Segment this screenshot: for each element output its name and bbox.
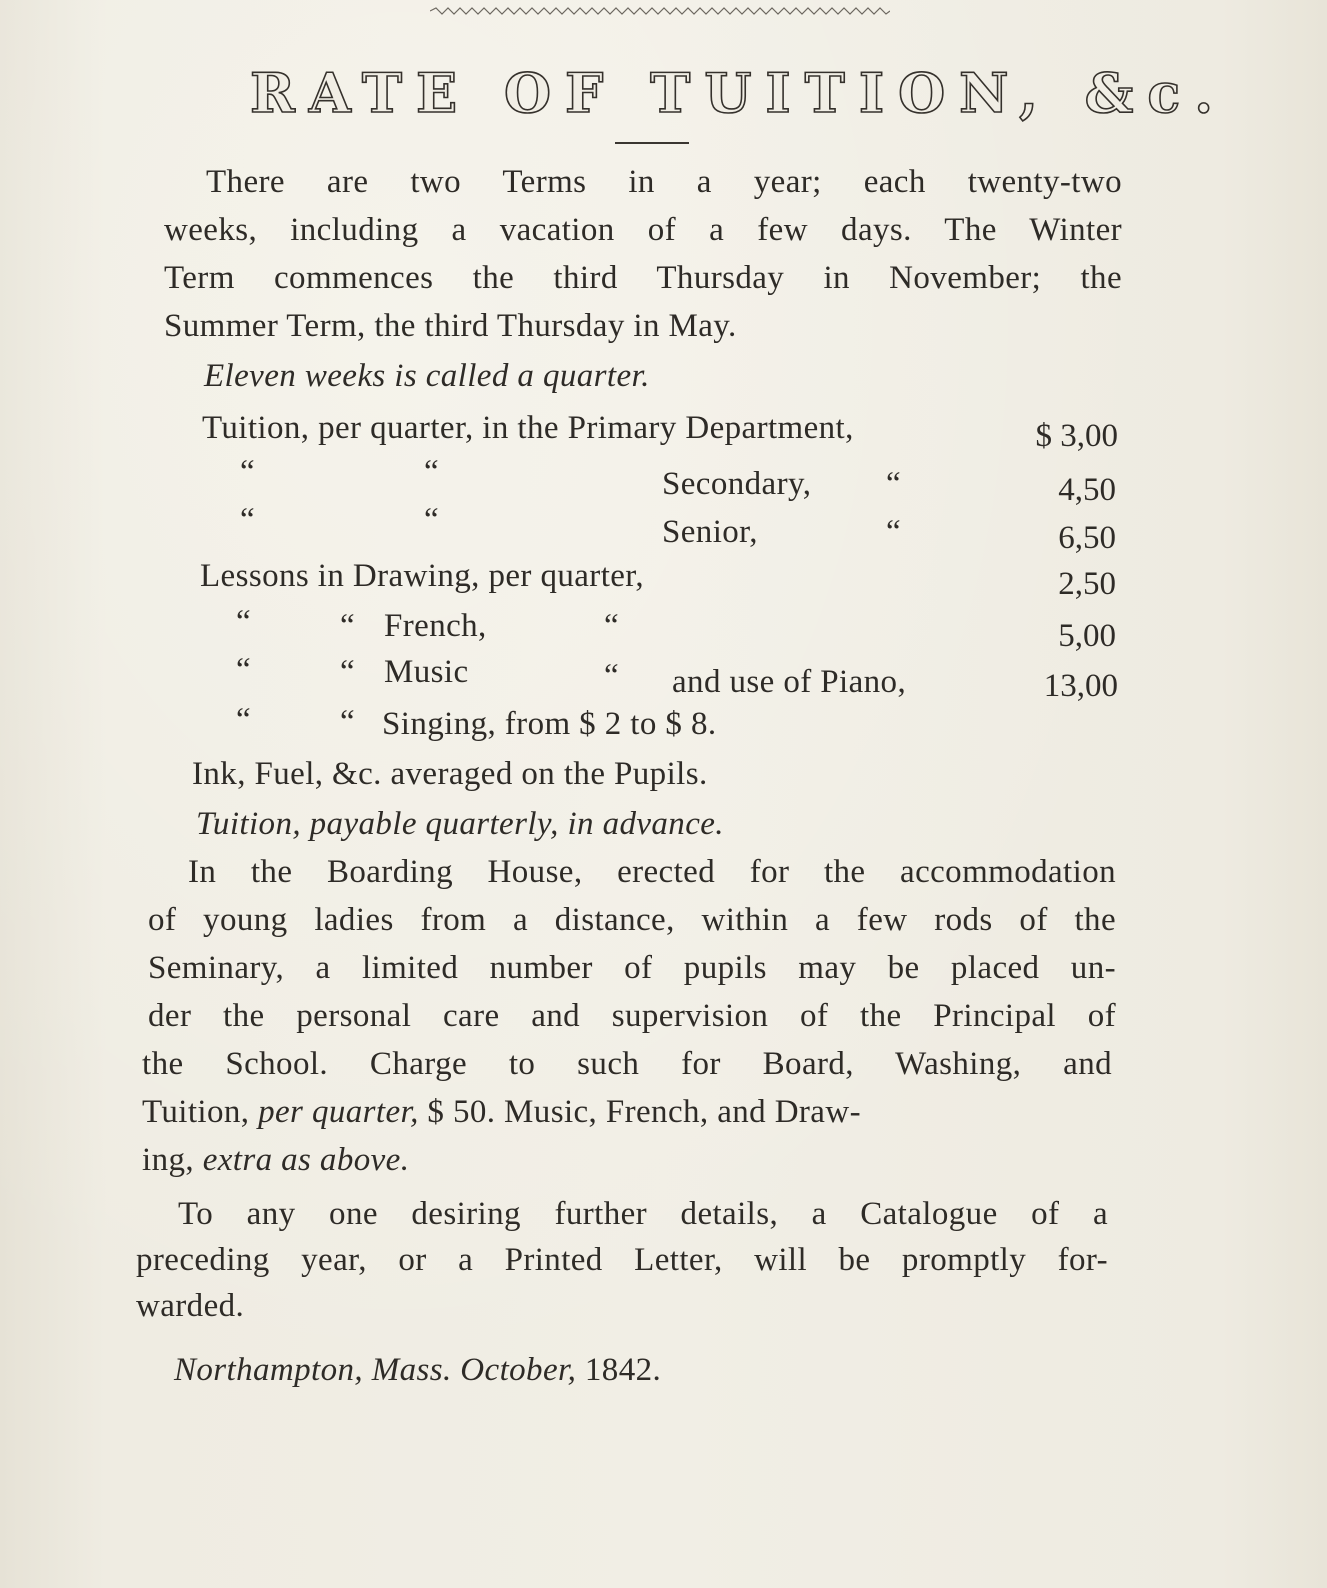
lessons-french-label: French, bbox=[384, 608, 487, 644]
lessons-music-extra: and use of Piano, bbox=[672, 664, 907, 700]
boarding-line-6-b: per quarter, bbox=[258, 1094, 419, 1130]
boarding-line-3: Seminary, a limited number of pupils may be placed un- bbox=[148, 950, 1116, 986]
boarding-line-2: of young ladies from a distance, within a few rods of the bbox=[148, 902, 1116, 938]
ditto-mark: “ bbox=[604, 608, 620, 644]
tuition-primary-label: Tuition, per quarter, in the Primary Department, bbox=[202, 410, 854, 446]
lessons-drawing-label: Lessons in Drawing, per quarter, bbox=[200, 558, 645, 594]
ink-fuel-note: Ink, Fuel, &c. averaged on the Pupils. bbox=[192, 756, 708, 792]
page-title: RATE OF TUITION, &c. bbox=[250, 61, 1228, 125]
tuition-secondary-amount: 4,50 bbox=[1058, 472, 1116, 508]
ditto-mark: “ bbox=[886, 466, 902, 502]
ditto-mark: “ bbox=[236, 652, 252, 688]
terms-line-4: Summer Term, the third Thursday in May. bbox=[164, 308, 737, 344]
signoff bbox=[174, 1348, 661, 1393]
boarding-line-7 bbox=[142, 1138, 409, 1183]
ditto-mark: “ bbox=[340, 654, 356, 690]
quarter-note: Eleven weeks is called a quarter. bbox=[204, 358, 650, 394]
tuition-senior-label: Senior, bbox=[662, 514, 758, 550]
ditto-mark: “ bbox=[886, 514, 902, 550]
lessons-singing-label: Singing, from $ 2 to $ 8. bbox=[382, 706, 717, 742]
boarding-line-1: In the Boarding House, erected for the accommodation bbox=[188, 854, 1116, 890]
ditto-mark: “ bbox=[424, 502, 440, 538]
tuition-senior-amount: 6,50 bbox=[1058, 520, 1116, 556]
lessons-drawing-amount: 2,50 bbox=[1058, 566, 1116, 602]
title-rule bbox=[615, 142, 689, 144]
boarding-line-5: the School. Charge to such for Board, Washing, and bbox=[142, 1046, 1112, 1082]
details-line-2: preceding year, or a Printed Letter, will be promptly for- bbox=[136, 1242, 1108, 1278]
ditto-mark: “ bbox=[240, 502, 256, 538]
lessons-french-amount: 5,00 bbox=[1058, 618, 1116, 654]
lessons-music-label: Music bbox=[384, 654, 469, 690]
terms-line-2: weeks, including a vacation of a few days. The Winter bbox=[164, 212, 1122, 248]
terms-line-1: There are two Terms in a year; each twenty-two bbox=[206, 164, 1122, 200]
boarding-line-7-b: extra as above. bbox=[202, 1142, 410, 1178]
terms-line-3: Term commences the third Thursday in November; the bbox=[164, 260, 1122, 296]
ditto-mark: “ bbox=[340, 608, 356, 644]
lessons-music-amount: 13,00 bbox=[1043, 668, 1118, 704]
ditto-mark: “ bbox=[236, 604, 252, 640]
boarding-line-4: der the personal care and supervision of the Principal of bbox=[148, 998, 1116, 1034]
ditto-mark: “ bbox=[340, 704, 356, 740]
ditto-mark: “ bbox=[424, 454, 440, 490]
boarding-line-6-c: $ 50. Music, French, and Draw- bbox=[427, 1094, 861, 1130]
details-line-1: To any one desiring further details, a Catalogue of a bbox=[178, 1196, 1108, 1232]
tuition-secondary-label: Secondary, bbox=[662, 466, 812, 502]
details-line-3: warded. bbox=[136, 1288, 245, 1324]
signoff-place: Northampton, Mass. October, bbox=[174, 1352, 577, 1388]
ditto-mark: “ bbox=[604, 658, 620, 694]
boarding-line-7-a: ing, bbox=[142, 1142, 195, 1178]
ditto-mark: “ bbox=[236, 702, 252, 738]
payable-note: Tuition, payable quarterly, in advance. bbox=[196, 806, 724, 842]
boarding-line-6-a: Tuition, bbox=[142, 1094, 250, 1130]
ditto-mark: “ bbox=[240, 454, 256, 490]
tuition-primary-amount: $ 3,00 bbox=[1035, 418, 1118, 454]
ornamental-top-rule bbox=[430, 6, 890, 16]
boarding-line-6 bbox=[142, 1090, 861, 1135]
signoff-year: 1842. bbox=[584, 1352, 662, 1388]
